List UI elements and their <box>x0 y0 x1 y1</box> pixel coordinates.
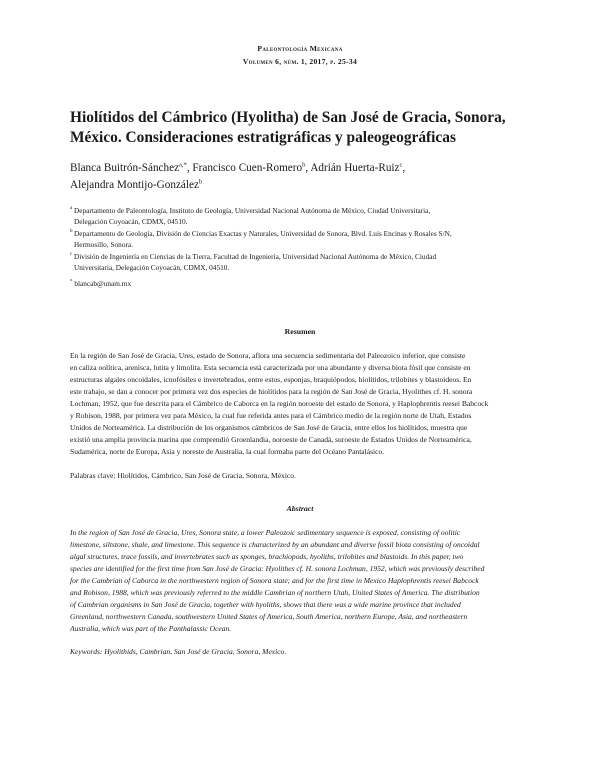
affiliation-marker: b <box>70 229 73 234</box>
text-line: In the region of San José de Gracia, Ures, Sonora state, a lower Paleozoic sedimentary sequence is exposed, consisting of oolitic <box>70 528 461 537</box>
text-line: En la región de San José de Gracia, Ures, estado de Sonora, aflora una secuencia sedimentaria del Paleozoico inferior, que consiste <box>70 351 466 360</box>
affiliation-line: Universitaria, Delegación Coyoacán, CDMX, 04510. <box>74 263 230 272</box>
paper-title <box>70 108 550 148</box>
text-line: of Cambrian organisms in San José de Gracia, together with hyoliths, shows that there was a wide marine province that included <box>70 600 461 609</box>
text-line: for the Cambrian of Caborca in the northwestern region of Sonora state; and for the first time in Mexico Haplophrentis reesei Babcock <box>70 576 479 585</box>
title-line: Hiolítidos del Cámbrico (Hyolitha) de San José de Gracia, Sonora, <box>70 109 506 126</box>
affiliation-line: Departamento de Geología, División de Ciencias Exactas y Naturales, Universidad de Sonora, Blvd. Luis Encinas y Rosales S/N, <box>74 229 452 238</box>
resumen-body <box>70 350 548 458</box>
text-line: limestone, siltstone, shale, and limestone. This sequence is characterized by an abundant and diverse fossil biota consisting of oncoidal <box>70 540 480 549</box>
text-line: existió una amplia provincia marina que comprendió Groenlandia, noroeste de Canadá, suroeste de Estados Unidos de Norteamérica, <box>70 435 472 444</box>
affiliation <box>70 251 530 273</box>
author-name: Adrián Huerta-Ruiz <box>310 162 400 174</box>
author <box>70 179 202 191</box>
author <box>70 162 192 174</box>
abstract-body <box>70 527 548 635</box>
resumen-heading: Resumen <box>284 327 316 336</box>
author-affiliation-marker: a,* <box>179 161 187 169</box>
affiliation-line: Delegación Coyoacán, CDMX, 04510. <box>74 217 188 226</box>
author-name: Francisco Cuen-Romero <box>192 162 303 174</box>
palabras-clave: Palabras clave: Hiolítidos, Cámbrico, San José de Gracia, Sonora, México. <box>70 471 296 480</box>
text-line: Sudamérica, norte de Europa, Asia y noreste de Australia, la cual formaba parte del Océano Pantalásico. <box>70 447 385 456</box>
affiliation-line: Departamento de Paleontología, Instituto de Geología, Universidad Nacional Autónoma de México, Ciudad Universitaria, <box>74 206 431 215</box>
text-line: algal structures, trace fossils, and invertebrates such as sponges, brachiopods, hyoliths, trilobites and blastoids. In this paper, two <box>70 552 464 561</box>
email-link[interactable]: blancab@unam.mx <box>74 279 132 288</box>
text-line: este trabajo, se dan a conocer por primera vez dos especies de hiolítidos para la región de San José de Gracia, Hyolithes cf. H. sonora <box>70 387 473 396</box>
journal-name: Paleontología Mexicana <box>257 44 343 53</box>
author-name: Blanca Buitrón-Sánchez <box>70 162 180 174</box>
affiliation-line: Hermosillo, Sonora. <box>74 240 133 249</box>
text-line: estructuras algales oncoidales, icnofósiles e invertebrados, entre estos, esponjas, braquiópodos, hiolítidos, trilobites y blastoideos. En <box>70 375 472 384</box>
author-name: Alejandra Montijo-González <box>70 179 199 191</box>
text-line: Australia, which was part of the Panthalassic Ocean. <box>70 624 232 633</box>
email-marker: * <box>70 279 73 285</box>
title-line: México. Consideraciones estratigráficas y paleogeográficas <box>70 129 456 146</box>
author-affiliation-marker: b <box>198 178 203 186</box>
author-separator: , <box>186 162 193 174</box>
text-line: Greenland, northwestern Canada, southwestern United States of America, South America, northern Europe, Asia, and northeastern <box>70 612 468 621</box>
affiliation <box>70 205 530 227</box>
journal-volume: Volumen 6, núm. 1, 2017, p. 25-34 <box>242 57 358 66</box>
text-line: Lochman, 1952, que fue descrita para el Cámbrico de Caborca en la región noroeste del estado de Sonora, y Haplophrentis reesei Babcock <box>70 399 489 408</box>
affiliation <box>70 228 530 250</box>
author-affiliation-marker: c <box>399 161 403 169</box>
author <box>192 162 310 174</box>
author-affiliation-marker: b <box>302 161 306 169</box>
author <box>310 162 405 174</box>
affiliation-list <box>70 205 530 274</box>
journal-header <box>0 42 600 68</box>
affiliation-marker: a <box>70 206 73 211</box>
abstract-heading: Abstract <box>286 504 314 513</box>
author-separator: , <box>402 162 406 174</box>
affiliation-marker: c <box>70 252 73 257</box>
corresponding-email <box>70 279 131 288</box>
author-list <box>70 160 550 194</box>
text-line: and Robison, 1988, which was previously referred to the middle Cambrian of northern Utah, United States of America. The distribution <box>70 588 480 597</box>
text-line: en caliza oolítica, arenisca, lutita y limolita. Esta secuencia está caracterizada por una abundante y diversa biota fósil que consiste en <box>70 363 471 372</box>
text-line: Unidos de Norteamérica. La distribución de los organismos cámbricos de San José de Gracia, entre ellos los hiolítidos, muestra que <box>70 423 468 432</box>
text-line: species are identified for the first time from San José de Gracia: Hyolithes cf. H. sonora Lochman, 1952, which was previously described <box>70 564 485 573</box>
keywords: Keywords: Hyolithids, Cambrian, San José de Gracia, Sonora, Mexico. <box>70 647 287 656</box>
affiliation-line: División de Ingeniería en Ciencias de la Tierra, Facultad de Ingeniería, Universidad Nacional Autónoma de México, Ciudad <box>74 252 437 261</box>
text-line: y Robison, 1988, por primera vez para México, la cual fue referida antes para el Cámbrico medio de la región norte de Utah, Estados <box>70 411 472 420</box>
author-separator: , <box>305 162 311 174</box>
